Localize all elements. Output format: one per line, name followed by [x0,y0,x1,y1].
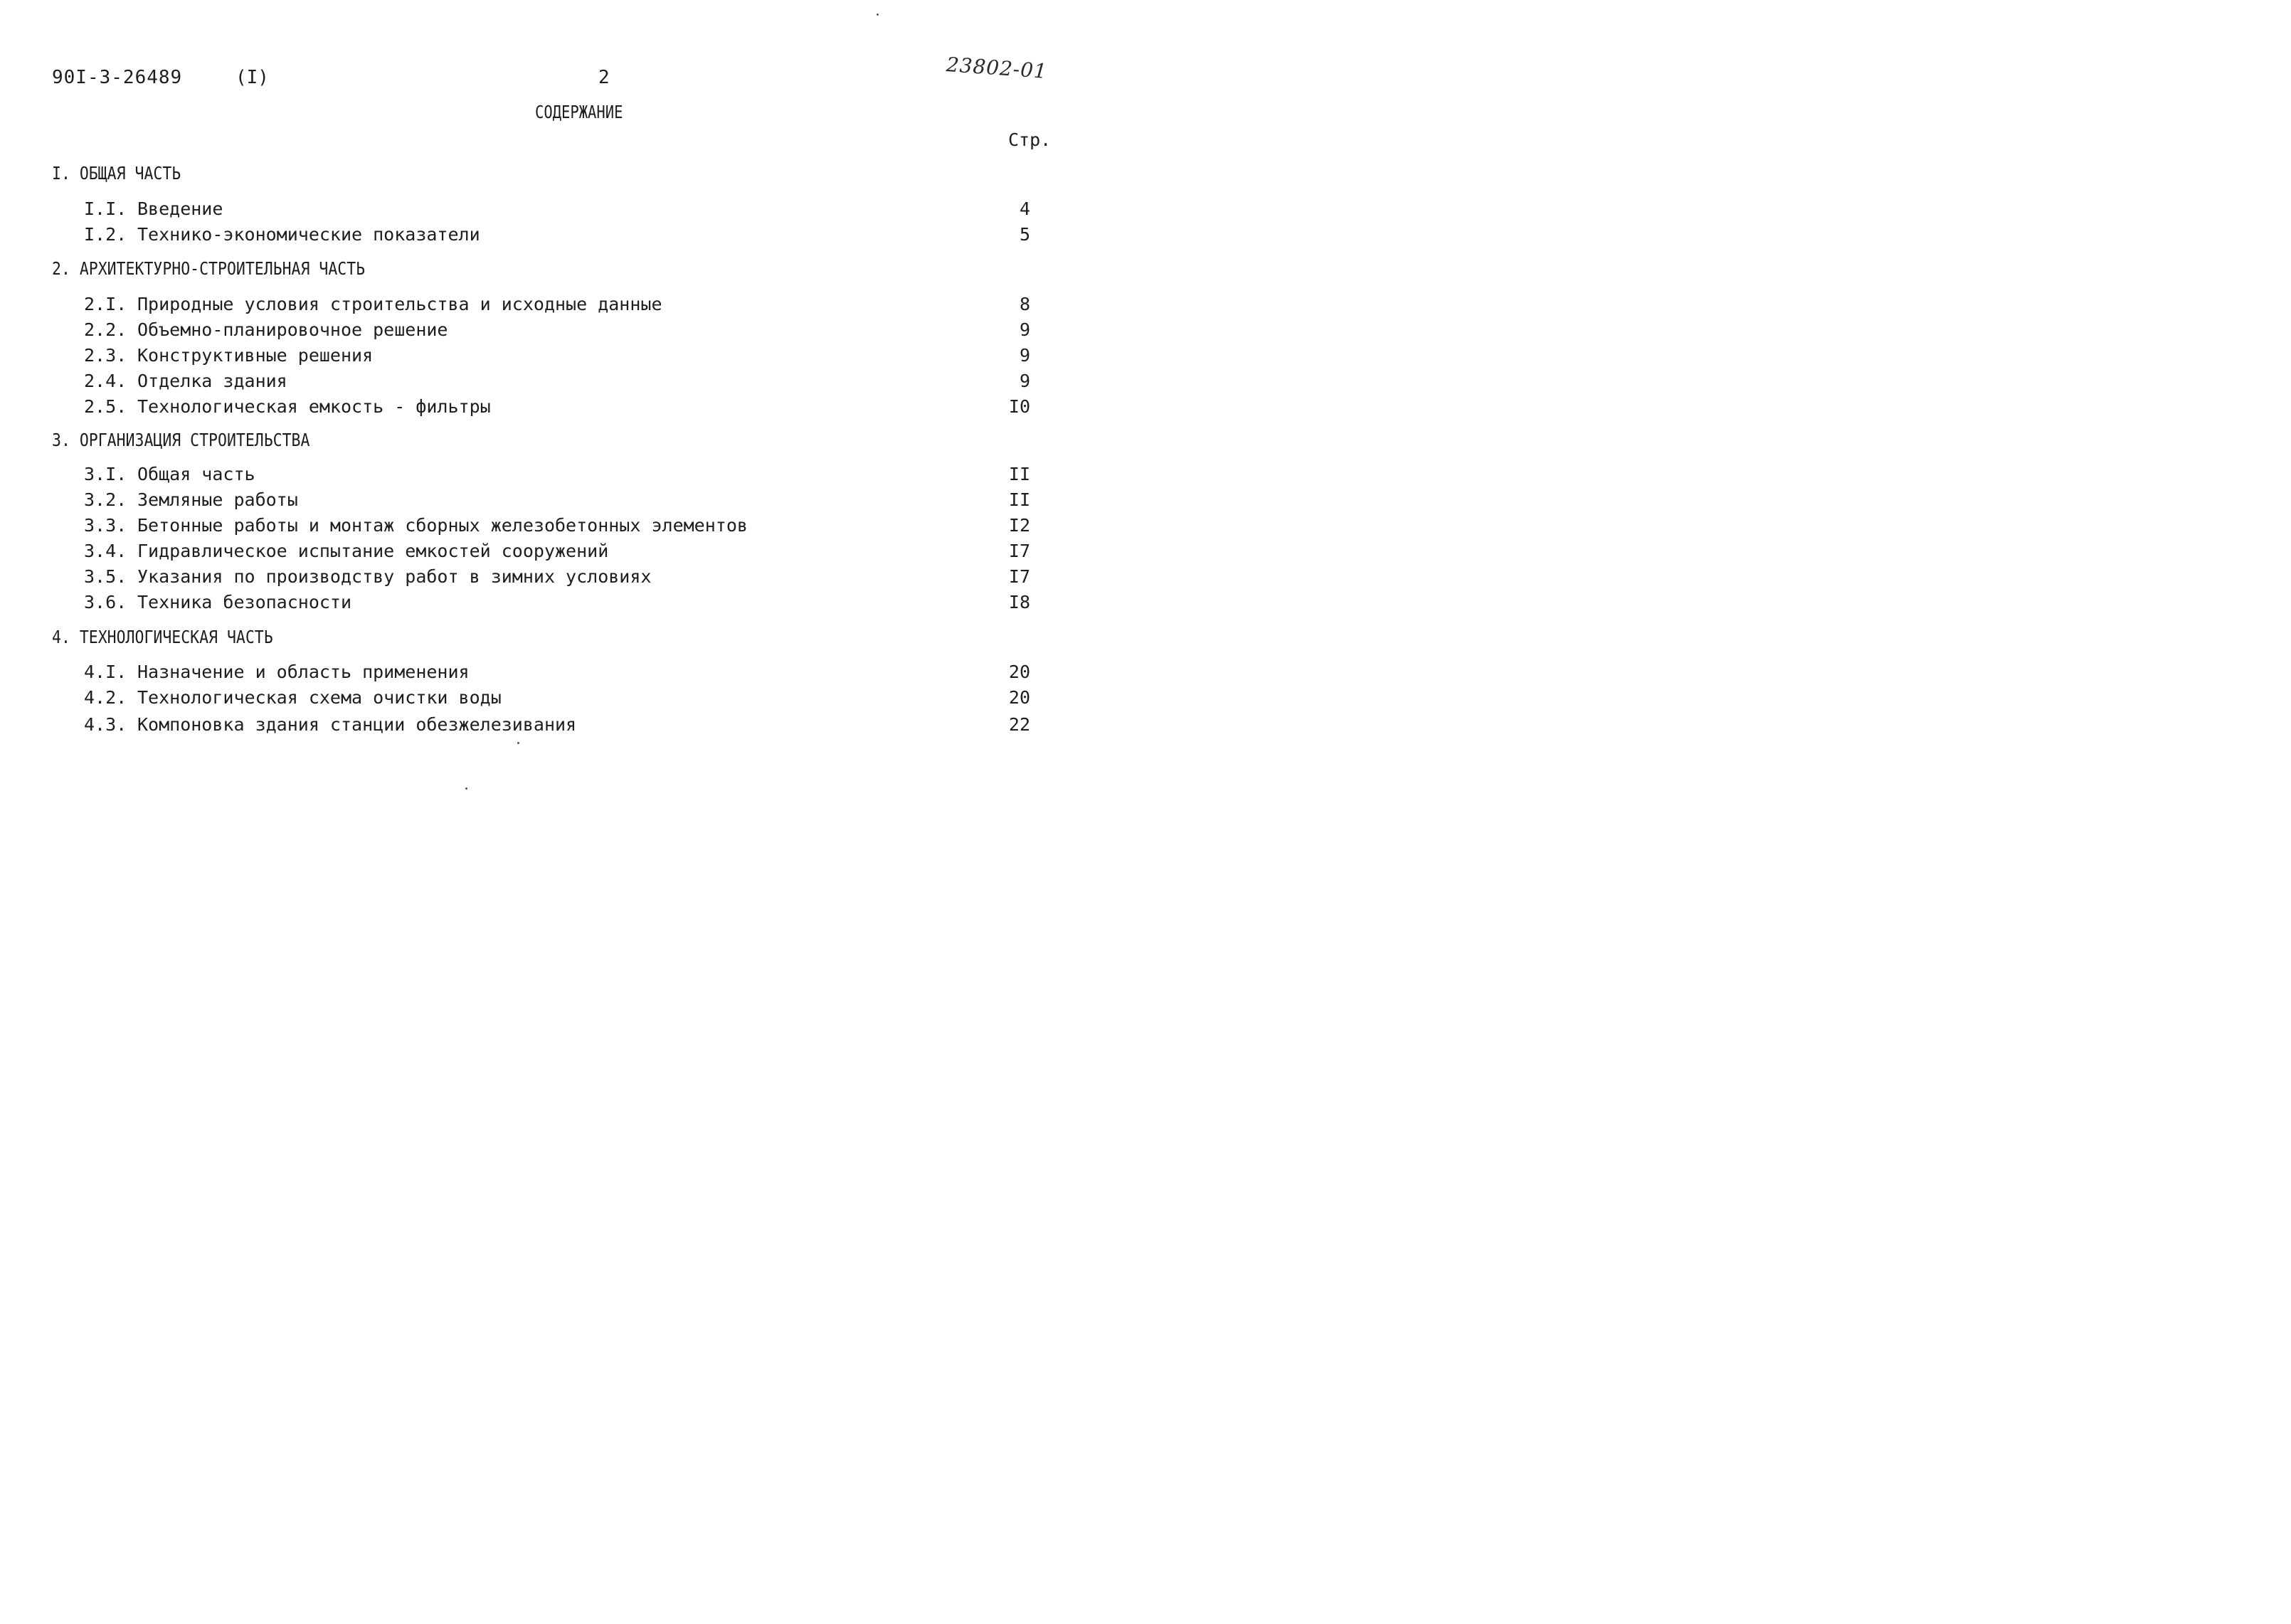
toc-entry [84,566,1037,590]
toc-entry-title: Назначение и область применения [137,662,470,682]
toc-entry-number: 3.6. [84,592,127,612]
document-page [0,0,1116,803]
toc-entry [84,714,1037,738]
toc-entry-title: Технологическая схема очистки воды [137,687,502,708]
toc-entry-number: 2.4. [84,371,127,391]
toc-section-2: 2. АРХИТЕКТУРНО-СТРОИТЕЛЬНАЯ ЧАСТЬ [52,258,366,279]
toc-entry-page: 9 [1019,371,1030,391]
toc-entry-number: I.2. [84,224,127,245]
handwritten-reference-number: 23802-01 [945,53,1048,83]
toc-entry-title: Отделка здания [137,371,287,391]
toc-entry-page: II [1008,489,1030,510]
toc-entry [84,592,1037,616]
toc-section-1: I. ОБЩАЯ ЧАСТЬ [52,163,181,184]
toc-entry-page: 8 [1019,294,1030,314]
pages-column-label: Стр. [1008,129,1052,150]
toc-entry-page: 4 [1019,198,1030,219]
toc-entry [84,345,1037,369]
toc-entry-title: Земляные работы [137,489,298,510]
toc-entry-title: Конструктивные решения [137,345,374,366]
toc-entry [84,396,1037,420]
toc-entry-title: Указания по производству работ в зимних условиях [137,566,652,587]
toc-entry-title: Объемно-планировочное решение [137,319,448,340]
toc-entry-number: 3.5. [84,566,127,587]
toc-entry [84,198,1037,223]
toc-entry-page: 20 [1008,687,1030,708]
scan-speck [465,787,467,790]
toc-entry-page: I7 [1008,566,1030,587]
scan-speck [517,742,519,744]
toc-entry-title: Компоновка здания станции обезжелезивания [137,714,577,735]
toc-entry-page: 9 [1019,345,1030,366]
toc-entry [84,687,1037,711]
toc-entry-number: 2.2. [84,319,127,340]
toc-entry-page: I2 [1008,515,1030,536]
toc-entry-title: Природные условия строительства и исходные данные [137,294,662,314]
toc-entry-number: 4.2. [84,687,127,708]
toc-entry [84,515,1037,539]
toc-section-4: 4. ТЕХНОЛОГИЧЕСКАЯ ЧАСТЬ [52,627,273,647]
toc-entry-number: 3.4. [84,541,127,561]
page-number: 2 [598,67,610,88]
toc-entry-title: Бетонные работы и монтаж сборных железобетонных элементов [137,515,748,536]
toc-entry-number: 2.3. [84,345,127,366]
toc-entry-number: 2.I. [84,294,127,314]
toc-entry-page: I8 [1008,592,1030,612]
toc-entry-number: 4.3. [84,714,127,735]
toc-entry-page: I7 [1008,541,1030,561]
toc-entry-page: 20 [1008,662,1030,682]
toc-title: СОДЕРЖАНИЕ [535,102,623,122]
toc-entry-page: II [1008,464,1030,484]
document-code: 90I-3-26489 [52,67,183,88]
scan-speck [877,14,879,16]
toc-entry-page: I0 [1008,396,1030,417]
toc-entry [84,662,1037,686]
toc-entry-number: I.I. [84,198,127,219]
toc-section-3: 3. ОРГАНИЗАЦИЯ СТРОИТЕЛЬСТВА [52,430,310,450]
toc-entry [84,224,1037,248]
toc-entry-title: Техника безопасности [137,592,352,612]
toc-entry-title: Технико-экономические показатели [137,224,480,245]
toc-entry-page: 5 [1019,224,1030,245]
toc-entry-page: 22 [1008,714,1030,735]
document-part: (I) [236,67,269,88]
toc-entry-number: 2.5. [84,396,127,417]
toc-entry [84,489,1037,514]
toc-entry-title: Введение [137,198,223,219]
toc-entry-title: Технологическая емкость - фильтры [137,396,491,417]
toc-entry [84,319,1037,344]
toc-entry-number: 3.2. [84,489,127,510]
toc-entry-title: Общая часть [137,464,255,484]
toc-entry-page: 9 [1019,319,1030,340]
toc-entry [84,371,1037,395]
toc-entry [84,464,1037,488]
toc-entry [84,294,1037,318]
toc-entry-title: Гидравлическое испытание емкостей сооружений [137,541,609,561]
toc-entry-number: 3.3. [84,515,127,536]
toc-entry-number: 3.I. [84,464,127,484]
toc-entry [84,541,1037,565]
toc-entry-number: 4.I. [84,662,127,682]
